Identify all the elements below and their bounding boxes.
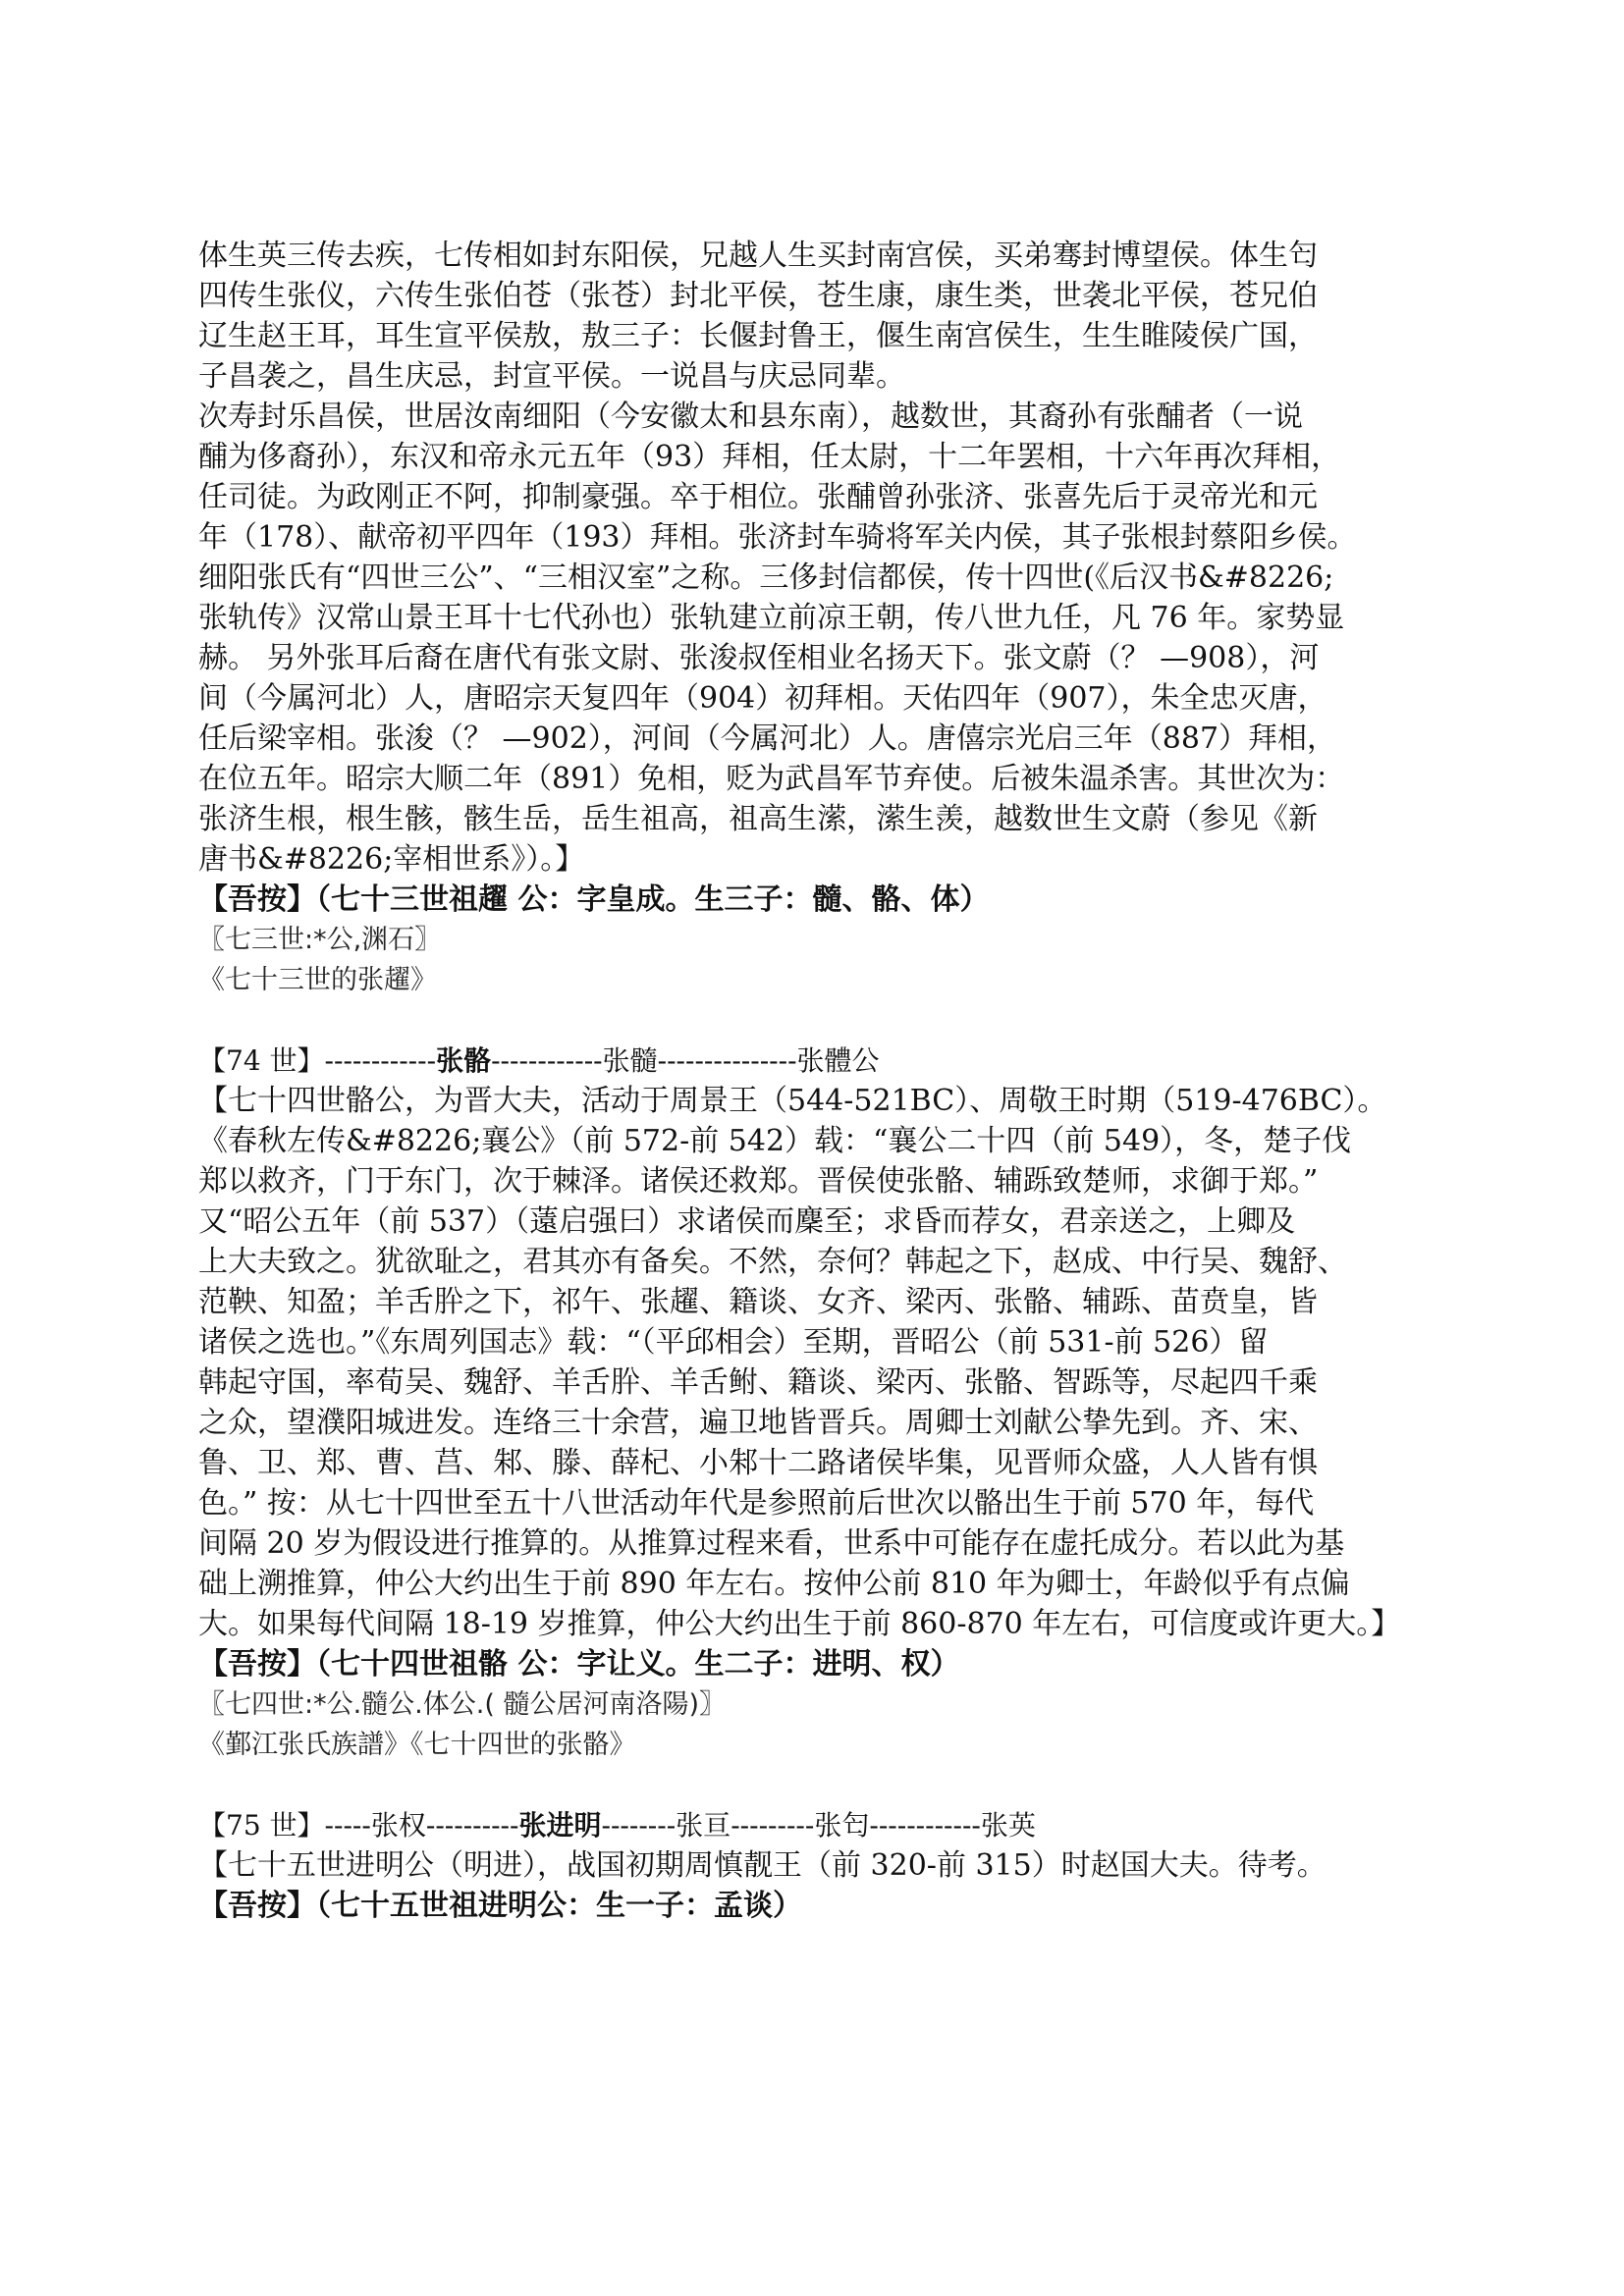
text-line: 体生英三传去疾，七传相如封东阳侯，兄越人生买封南宫侯，买弟骞封博望侯。体生匄: [198, 239, 1318, 273]
generation-label: 【75 世】: [198, 1809, 325, 1842]
text-line: 年（178）、献帝初平四年（193）拜相。张济封车骑将军关内侯，其子张根封蔡阳乡侯。: [198, 520, 1357, 555]
text-line: 间（今属河北）人，唐昭宗天复四年（904）初拜相。天佑四年（907），朱全忠灭唐，: [198, 681, 1327, 716]
text-line: 唐书&#8226;宰相世系》）。】: [198, 842, 585, 877]
text-line: 张济生根，根生骸，骸生岳，岳生祖高，祖高生潆，潆生羡，越数世生文蔚（参见《新: [198, 802, 1318, 836]
text-line: 郑以救齐，门于东门，次于棘泽。诸侯还救郑。晋侯使张骼、辅跞致楚师，求御于郑。”: [198, 1164, 1319, 1199]
text-line: 础上溯推算，仲公大约出生于前 890 年左右。按仲公前 810 年为卿士，年龄似乎有点偏: [198, 1567, 1350, 1601]
text-line: 任后梁宰相。张浚（？ —902），河间（今属河北）人。唐僖宗光启三年（887）拜相，: [198, 721, 1337, 756]
dash-separator: ------------: [869, 1809, 981, 1842]
generation-label: 【74 世】: [198, 1044, 325, 1077]
text-line: 细阳张氏有“四世三公”、“三相汉室”之称。三侈封信都侯，传十四世(《后汉书&#8226;: [198, 561, 1334, 595]
ref-74-title: 《鄞江张氏族譜》《七十四世的张骼》: [198, 1730, 636, 1760]
text-line: 赫。 另外张耳后裔在唐代有张文尉、张浚叔侄相业名扬天下。张文蔚（？ —908），河: [198, 641, 1320, 675]
dash-separator: ---------------: [657, 1044, 797, 1077]
ref-73-genealogy: 〖七三世:*公,渊石〗: [198, 925, 442, 955]
note-73-heading: 【吾按】（七十三世祖趯 公：字皇成。生三子：髓、骼、体）: [198, 882, 990, 917]
ref-74-genealogy: 〖七四世:*公.髓公.体公.( 髓公居河南洛陽)〗: [198, 1689, 726, 1720]
generation-74-line: [198, 1041, 1435, 1081]
text-line: 又“昭公五年（前 537）（薳启强曰）求诸侯而麇至；求昏而荐女，君亲送之，上卿及: [198, 1204, 1296, 1239]
text-line: 张轨传》汉常山景王耳十七代孙也）张轨建立前凉王朝，传八世九任，凡 76 年。家势显: [198, 601, 1345, 635]
text-line: 之众，望濮阳城进发。连络三十余营，遍卫地皆晋兵。周卿士刘献公挚先到。齐、宋、: [198, 1406, 1318, 1440]
text-line: 酺为侈裔孙），东汉和帝永元五年（93）拜相，任太尉，十二年罢相，十六年再次拜相，: [198, 440, 1341, 474]
text-line: 在位五年。昭宗大顺二年（891）免相，贬为武昌军节弃使。后被朱温杀害。其世次为：: [198, 762, 1345, 796]
dash-separator: ----------: [425, 1809, 519, 1842]
dash-separator: -----: [324, 1809, 371, 1842]
text-line: 上大夫致之。犹欲耻之，君其亦有备矣。不然，奈何？韩起之下，赵成、中行吴、魏舒、: [198, 1245, 1347, 1279]
text-line: 次寿封乐昌侯，世居汝南细阳（今安徽太和县东南），越数世，其裔孙有张酺者（一说: [198, 400, 1303, 434]
paragraph-zhang-er-lineage: [198, 236, 1435, 880]
paragraph-zhang-ge: [198, 1081, 1435, 1644]
text-line: 【七十四世骼公，为晋大夫，活动于周景王（544-521BC）、周敬王时期（519-476BC）。: [198, 1084, 1387, 1118]
text-line: 辽生赵王耳，耳生宣平侯敖，敖三子：长偃封鲁王，偃生南宫侯生，生生睢陵侯广国，: [198, 319, 1318, 353]
text-line: 色。” 按：从七十四世至五十八世活动年代是参照前后世次以骼出生于前 570 年，每代: [198, 1486, 1315, 1521]
generation-person: 张體公: [796, 1044, 880, 1077]
generation-person: 张亘: [676, 1809, 731, 1842]
dash-separator: ------------: [491, 1044, 603, 1077]
generation-person: 张权: [370, 1809, 426, 1842]
text-line: 子昌袭之，昌生庆忌，封宣平侯。一说昌与庆忌同辈。: [198, 359, 905, 394]
text-line: 间隔 20 岁为假设进行推算的。从推算过程来看，世系中可能存在虚托成分。若以此为基: [198, 1526, 1345, 1561]
dash-separator: ---------: [731, 1809, 815, 1842]
document-page: [198, 236, 1435, 1926]
spacer: [198, 1765, 1435, 1805]
dash-separator: --------: [601, 1809, 677, 1842]
text-line: 诸侯之选也。”《东周列国志》载：“（平邱相会）至期，晋昭公（前 531-前 526）留: [198, 1325, 1269, 1360]
dash-separator: ------------: [324, 1044, 437, 1077]
generation-main-person: 张进明: [518, 1809, 602, 1842]
generation-person: 张英: [980, 1809, 1036, 1842]
generation-75-line: [198, 1805, 1435, 1845]
text-line: 鲁、卫、郑、曹、莒、邾、滕、薛杞、小邾十二路诸侯毕集，见晋师众盛，人人皆有惧: [198, 1446, 1318, 1480]
generation-main-person: 张骼: [436, 1044, 492, 1077]
text-line: 范鞅、知盈；羊舌肸之下，祁午、张趯、籍谈、女齐、梁丙、张骼、辅跞、苗贲皇，皆: [198, 1285, 1318, 1319]
generation-person: 张匄: [814, 1809, 870, 1842]
text-line: 韩起守国，率荀吴、魏舒、羊舌肸、羊舌鲋、籍谈、梁丙、张骼、智跞等，尽起四千乘: [198, 1365, 1318, 1400]
note-75-heading: 【吾按】（七十五世祖进明公：生一子：孟谈）: [198, 1889, 802, 1923]
spacer: [198, 1000, 1435, 1041]
text-line: 任司徒。为政刚正不阿，抑制豪强。卒于相位。张酺曾孙张济、张喜先后于灵帝光和元: [198, 480, 1318, 514]
note-74-heading: 【吾按】（七十四世祖骼 公：字让义。生二子：进明、权）: [198, 1647, 960, 1682]
text-line: 四传生张仪，六传生张伯苍（张苍）封北平侯，苍生康，康生类，世袭北平侯，苍兄伯: [198, 279, 1318, 313]
ref-73-title: 《七十三世的张趯》: [198, 965, 437, 995]
text-line-75: 【七十五世进明公（明进），战国初期周慎靓王（前 320-前 315）时赵国大夫。待考。: [198, 1848, 1326, 1883]
text-line: 《春秋左传&#8226;襄公》（前 572-前 542）载：“襄公二十四（前 549），冬，楚子伐: [198, 1124, 1352, 1158]
generation-person: 张髓: [602, 1044, 658, 1077]
text-line: 大。如果每代间隔 18-19 岁推算，仲公大约出生于前 860-870 年左右，可信度或许更大。】: [198, 1607, 1401, 1641]
